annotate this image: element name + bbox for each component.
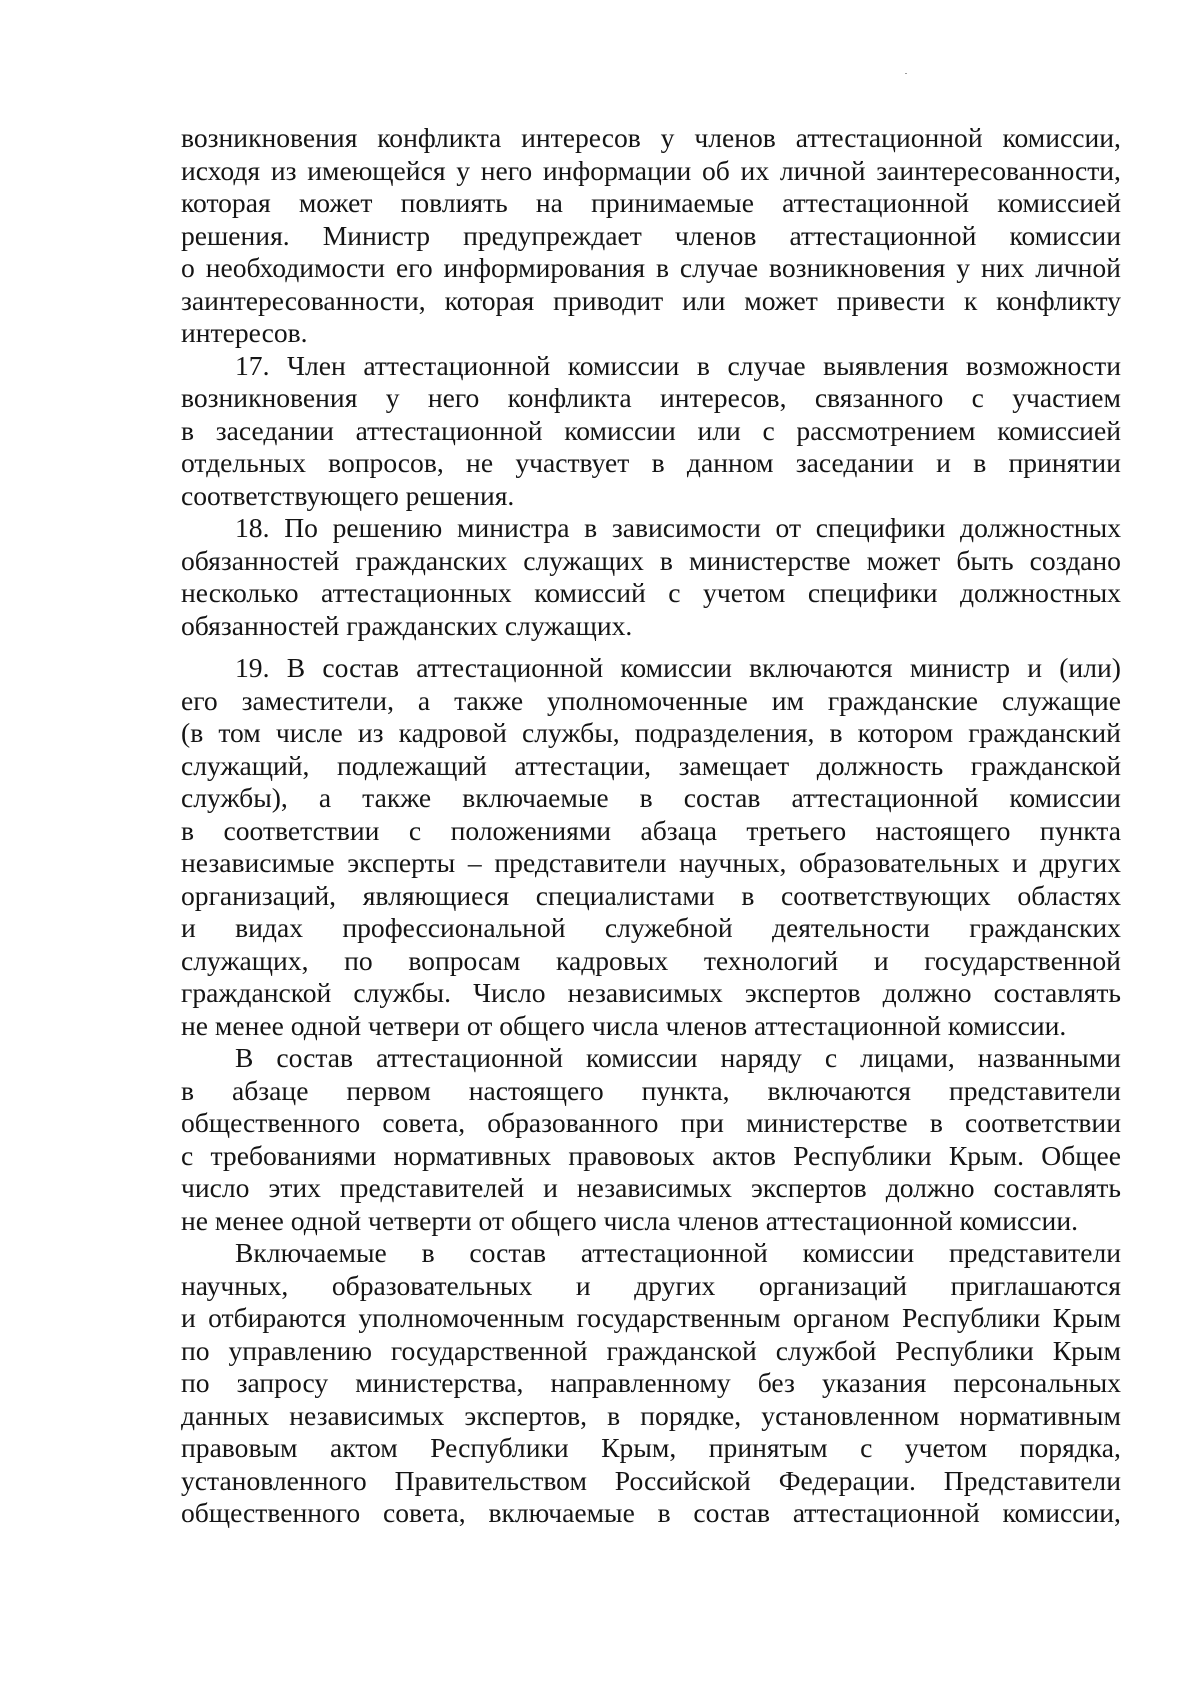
text-line: обязанностей гражданских служащих в министерстве может быть создано (181, 544, 1121, 576)
text-line: общественного совета, включаемые в состав аттестационной комиссии, (181, 1497, 1121, 1528)
text-line: его заместители, а также уполномоченные им гражданские служащие (181, 684, 1121, 716)
text-line: по запросу министерства, направленному без указания персональных (181, 1367, 1121, 1398)
text-line: которая может повлиять на принимаемые аттестационной комиссией (181, 187, 1121, 218)
text-line: данных независимых экспертов, в порядке, установленном нормативным (181, 1399, 1121, 1431)
text-line: и видах профессиональной служебной деятельности гражданских (181, 912, 1121, 943)
text-line: независимые эксперты – представители научных, образовательных и других (181, 847, 1121, 878)
paragraph-17-start: 17. Член аттестационной комиссии в случае выявления возможности (235, 349, 1121, 381)
text-line: соответствующего решения. (181, 479, 515, 511)
text-line: исходя из имеющейся у него информации об их личной заинтересованности, (181, 154, 1121, 186)
text-line: в заседании аттестационной комиссии или с рассмотрением комиссией (181, 414, 1121, 446)
text-line: обязанностей гражданских служащих. (181, 609, 633, 641)
text-line: гражданской службы. Число независимых экспертов должно составлять (181, 977, 1121, 1008)
paragraph-18-start: 18. По решению министра в зависимости от специфики должностных (235, 512, 1121, 543)
text-line: служащий, подлежащий аттестации, замещает должность гражданской (181, 749, 1121, 781)
text-line: и отбираются уполномоченным государственным органом Республики Крым (181, 1302, 1121, 1333)
document-body (181, 122, 1121, 1530)
paragraph-gap (181, 642, 1121, 652)
text-line: число этих представителей и независимых экспертов должно составлять (181, 1172, 1121, 1203)
text-line: правовым актом Республики Крым, принятым с учетом порядка, (181, 1432, 1121, 1463)
text-line: установленного Правительством Российской Федерации. Представители (181, 1464, 1121, 1496)
scan-speck (905, 73, 907, 74)
text-line: интересов. (181, 317, 308, 348)
paragraph-start: Включаемые в состав аттестационной комиссии представители (235, 1237, 1121, 1268)
text-line: возникновения конфликта интересов у членов аттестационной комиссии, (181, 122, 1121, 153)
text-line: с требованиями нормативных правовоых актов Республики Крым. Общее (181, 1139, 1121, 1171)
text-line: отдельных вопросов, не участвует в данном заседании и в принятии (181, 447, 1121, 478)
text-line: научных, образовательных и других организаций приглашаются (181, 1269, 1121, 1301)
text-line: в абзаце первом настоящего пункта, включаются представители (181, 1074, 1121, 1106)
text-line: не менее одной четвери от общего числа членов аттестационной комиссии. (181, 1009, 1067, 1041)
paragraph-19-start: 19. В состав аттестационной комиссии включаются министр и (или) (235, 652, 1121, 683)
text-line: по управлению государственной гражданской службой Республики Крым (181, 1334, 1121, 1366)
text-line: о необходимости его информирования в случае возникновения у них личной (181, 252, 1121, 283)
text-line: в соответствии с положениями абзаца третьего настоящего пункта (181, 814, 1121, 846)
text-line: общественного совета, образованного при министерстве в соответствии (181, 1107, 1121, 1138)
text-line: (в том числе из кадровой службы, подразделения, в котором гражданский (181, 717, 1121, 748)
text-line: несколько аттестационных комиссий с учетом специфики должностных (181, 577, 1121, 608)
text-line: заинтересованности, которая приводит или может привести к конфликту (181, 284, 1121, 316)
paragraph-start: В состав аттестационной комиссии наряду с лицами, названными (235, 1042, 1121, 1073)
text-line: не менее одной четверти от общего числа членов аттестационной комиссии. (181, 1204, 1078, 1236)
text-line: организаций, являющиеся специалистами в соответствующих областях (181, 879, 1121, 911)
text-line: решения. Министр предупреждает членов аттестационной комиссии (181, 219, 1121, 251)
text-line: служащих, по вопросам кадровых технологий и государственной (181, 944, 1121, 976)
text-line: службы), а также включаемые в состав аттестационной комиссии (181, 782, 1121, 813)
text-line: возникновения у него конфликта интересов, связанного с участием (181, 382, 1121, 413)
